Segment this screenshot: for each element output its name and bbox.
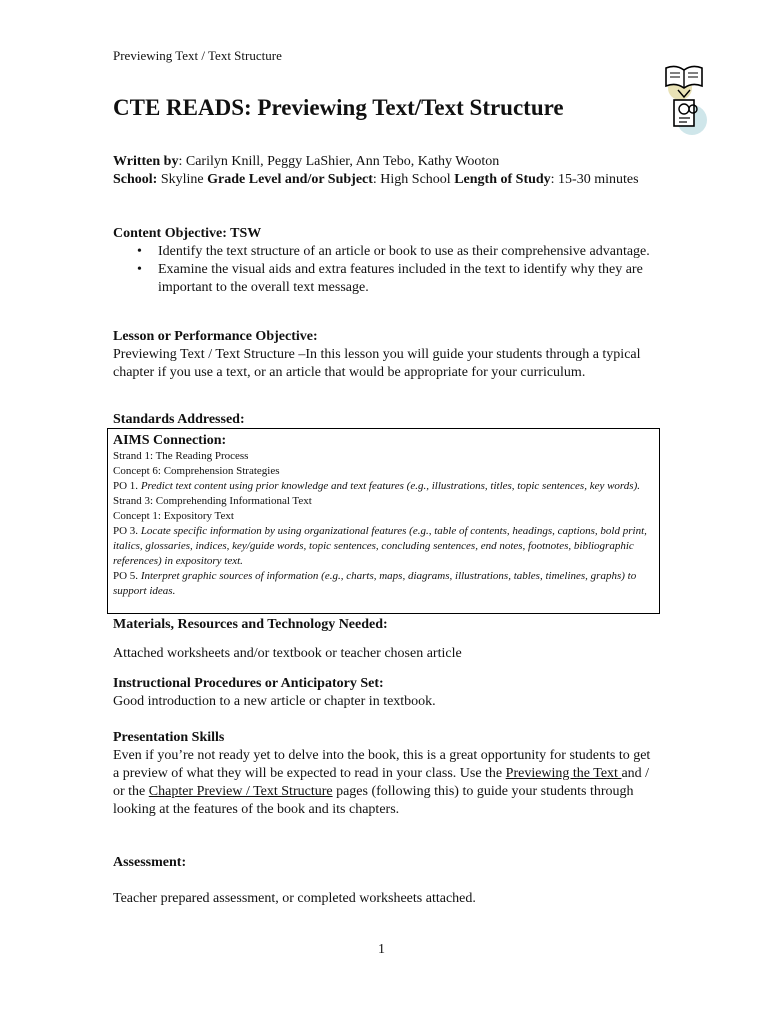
content-objective-section <box>113 225 658 297</box>
aims-connection-box <box>107 428 660 614</box>
materials-text: Attached worksheets and/or textbook or teacher chosen article <box>113 646 462 661</box>
standards-heading-text: Standards Addressed: <box>113 412 245 427</box>
po-5-text: Interpret graphic sources of information (e.g., charts, maps, diagrams, illustrations, tables, timelines, graphs) to support ideas. <box>113 570 637 597</box>
procedures-heading: Instructional Procedures or Anticipatory Set: <box>113 676 384 691</box>
running-header: Previewing Text / Text Structure <box>113 48 282 63</box>
length-value: : 15-30 minutes <box>550 172 639 187</box>
chapter-preview-link[interactable]: Chapter Preview / Text Structure <box>148 784 333 799</box>
presentation-text-a: Even if you’re not ready yet to delve into the book, this is a great opportunity for students to get a preview of what they will be expected to read in your class. Use the <box>113 748 651 781</box>
written-by-value: : Carilyn Knill, Peggy LaShier, Ann Tebo, Kathy Wooton <box>178 154 500 169</box>
grade-value: : High School <box>372 172 455 187</box>
page-title: CTE READS: Previewing Text/Text Structure <box>113 95 564 120</box>
strand-1: Strand 1: The Reading Process <box>113 450 249 462</box>
concept-1: Concept 1: Expository Text <box>113 510 234 522</box>
list-item: • Identify the text structure of an article or book to use as their comprehensive advantage. <box>158 243 658 261</box>
length-label: Length of Study <box>454 172 551 187</box>
po-3 <box>113 524 655 569</box>
po-5-label: PO 5. <box>113 570 139 582</box>
po-3-text: Locate specific information by using organizational features (e.g., table of contents, headings, captions, bold print, italics, glossaries, indices, key/guide words, topic sentences, concluding sentences, end notes, footnotes, bibliographic references) in expository text. <box>113 525 647 567</box>
assessment-heading: Assessment: <box>113 855 187 870</box>
written-by-label: Written by <box>113 154 179 169</box>
standards-heading <box>113 411 658 429</box>
procedures-section <box>113 675 658 711</box>
assessment-section <box>113 854 658 908</box>
lesson-objective-heading: Lesson or Performance Objective: <box>113 329 318 344</box>
aims-heading: AIMS Connection: <box>113 433 227 448</box>
procedures-text: Good introduction to a new article or chapter in textbook. <box>113 694 436 709</box>
assessment-text: Teacher prepared assessment, or completed worksheets attached. <box>113 891 476 906</box>
presentation-text-c: pages (following this) to guide your students through looking at the features of the book and its chapters. <box>113 784 634 817</box>
presentation-text <box>113 747 658 819</box>
author-meta <box>113 153 658 189</box>
po-3-label: PO 3. <box>113 525 139 537</box>
lesson-objective-section <box>113 328 658 382</box>
lesson-objective-text: Previewing Text / Text Structure –In this lesson you will guide your students through a typical chapter if you use a text, or an article that would be appropriate for your curriculum. <box>113 347 641 380</box>
strand-3: Strand 3: Comprehending Informational Text <box>113 495 312 507</box>
content-objective-list <box>113 243 658 297</box>
content-objective-heading: Content Objective: TSW <box>113 226 262 241</box>
presentation-text-b: and / or the <box>113 766 650 799</box>
previewing-the-text-link[interactable]: Previewing the Text <box>505 766 622 781</box>
materials-section <box>113 616 658 663</box>
school-line <box>113 171 658 189</box>
school-label: School: <box>113 172 158 187</box>
concept-6: Concept 6: Comprehension Strategies <box>113 465 280 477</box>
presentation-section <box>113 729 658 819</box>
page-number: 1 <box>378 942 385 957</box>
presentation-heading: Presentation Skills <box>113 730 225 745</box>
cte-reads-logo-icon <box>660 60 710 140</box>
grade-label: Grade Level and/or Subject <box>207 172 373 187</box>
po-1-text: Predict text content using prior knowledge and text features (e.g., illustrations, titles, topic sentences, key words). <box>138 480 640 492</box>
school-value: Skyline <box>157 172 208 187</box>
po-5 <box>113 569 655 599</box>
materials-heading: Materials, Resources and Technology Needed: <box>113 617 388 632</box>
po-1-label: PO 1. <box>113 480 139 492</box>
written-by-line <box>113 153 658 171</box>
list-item: • Examine the visual aids and extra features included in the text to identify why they are important to the overall text message. <box>158 261 658 297</box>
po-1 <box>113 479 655 494</box>
